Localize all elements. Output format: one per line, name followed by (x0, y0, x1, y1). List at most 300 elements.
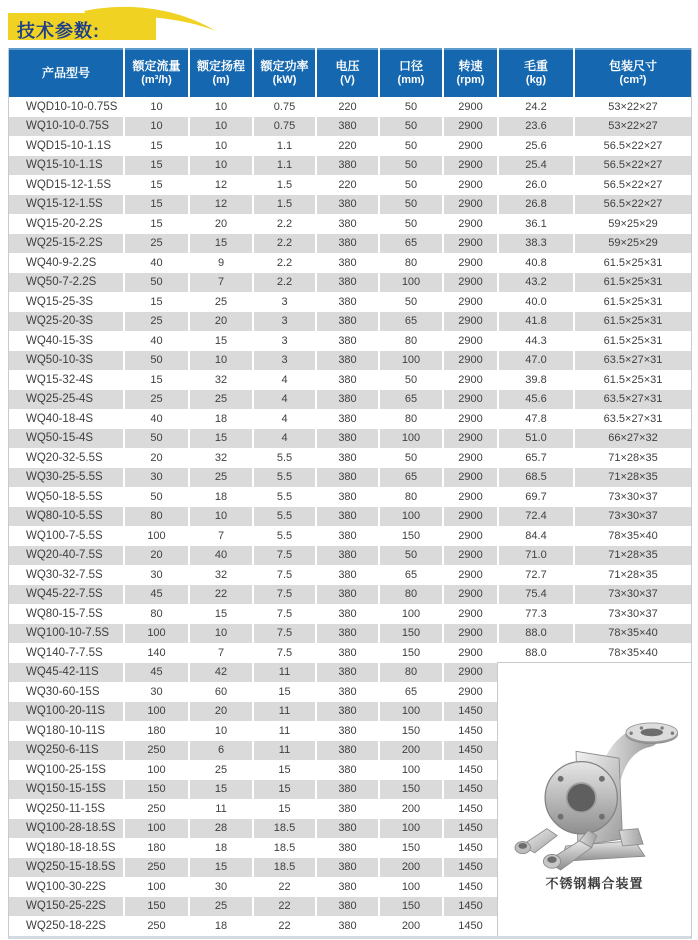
value-cell: 5.5 (253, 468, 316, 488)
value-cell: 38.3 (498, 234, 574, 254)
value-cell: 50 (379, 292, 443, 312)
value-cell: 3 (253, 312, 316, 332)
pump-coupling-image (509, 701, 681, 891)
value-cell: 2900 (443, 175, 498, 195)
value-cell: 1450 (443, 721, 498, 741)
value-cell: 15 (253, 682, 316, 702)
value-cell: 250 (124, 799, 189, 819)
value-cell: 18.5 (253, 858, 316, 878)
model-cell: WQ40-9-2.2S (9, 253, 124, 273)
value-cell: 10 (189, 97, 253, 117)
value-cell: 380 (316, 507, 379, 527)
model-cell: WQ40-18-4S (9, 409, 124, 429)
model-cell: WQ40-15-3S (9, 331, 124, 351)
value-cell: 88.0 (498, 624, 574, 644)
value-cell: 28 (189, 819, 253, 839)
value-cell: 380 (316, 663, 379, 683)
value-cell: 7 (189, 526, 253, 546)
column-header: 产品型号 (9, 49, 124, 97)
model-cell: WQ15-20-2.2S (9, 214, 124, 234)
value-cell: 380 (316, 351, 379, 371)
value-cell: 2900 (443, 663, 498, 683)
value-cell: 150 (379, 643, 443, 663)
value-cell: 11 (253, 721, 316, 741)
model-cell: WQ15-25-3S (9, 292, 124, 312)
value-cell: 10 (189, 117, 253, 137)
value-cell: 15 (189, 858, 253, 878)
value-cell: 100 (379, 273, 443, 293)
value-cell: 50 (379, 195, 443, 215)
value-cell: 15 (189, 234, 253, 254)
value-cell: 25 (189, 897, 253, 917)
value-cell: 100 (124, 526, 189, 546)
value-cell: 68.5 (498, 468, 574, 488)
value-cell: 2900 (443, 624, 498, 644)
value-cell: 220 (316, 97, 379, 117)
value-cell: 56.5×22×27 (603, 139, 663, 152)
table-row (9, 351, 691, 371)
value-cell: 75.4 (498, 585, 574, 605)
value-cell: 18 (189, 838, 253, 858)
value-cell: 25 (189, 292, 253, 312)
value-cell: 2900 (443, 214, 498, 234)
value-cell: 1450 (443, 858, 498, 878)
value-cell: 53×22×27 (608, 120, 658, 133)
value-cell: 63.5×27×31 (603, 354, 663, 367)
value-cell: 80 (379, 487, 443, 507)
value-cell: 5.5 (253, 526, 316, 546)
table-row (9, 175, 691, 195)
value-cell: 1450 (443, 780, 498, 800)
model-cell: WQ45-22-7.5S (9, 585, 124, 605)
value-cell: 380 (316, 487, 379, 507)
value-cell: 380 (316, 702, 379, 722)
value-cell: 1450 (443, 916, 498, 936)
value-cell: 380 (316, 429, 379, 449)
value-cell: 250 (124, 741, 189, 761)
value-cell: 50 (124, 487, 189, 507)
value-cell: 380 (316, 721, 379, 741)
value-cell: 1450 (443, 799, 498, 819)
value-cell: 7.5 (253, 546, 316, 566)
value-cell: 2900 (443, 526, 498, 546)
value-cell: 150 (124, 897, 189, 917)
model-cell: WQ25-15-2.2S (9, 234, 124, 254)
model-cell: WQ150-15-15S (9, 780, 124, 800)
value-cell: 80 (124, 507, 189, 527)
value-cell: 20 (124, 448, 189, 468)
value-cell: 15 (124, 292, 189, 312)
value-cell: 5.5 (253, 448, 316, 468)
value-cell: 380 (316, 468, 379, 488)
value-cell: 1450 (443, 838, 498, 858)
value-cell: 45.6 (498, 390, 574, 410)
value-cell: 100 (379, 507, 443, 527)
value-cell: 150 (379, 897, 443, 917)
model-cell: WQ150-25-22S (9, 897, 124, 917)
value-cell: 2900 (443, 682, 498, 702)
value-cell: 24.2 (498, 97, 574, 117)
value-cell: 220 (316, 175, 379, 195)
value-cell: 2900 (443, 97, 498, 117)
value-cell: 7 (189, 273, 253, 293)
value-cell: 77.3 (498, 604, 574, 624)
value-cell: 61.5×25×31 (603, 276, 663, 289)
table-row (9, 390, 691, 410)
value-cell: 100 (124, 819, 189, 839)
table-row (9, 292, 691, 312)
value-cell: 1450 (443, 702, 498, 722)
value-cell: 250 (124, 916, 189, 936)
value-cell: 50 (379, 214, 443, 234)
value-cell: 11 (253, 741, 316, 761)
value-cell: 150 (379, 624, 443, 644)
table-row (9, 429, 691, 449)
value-cell: 20 (124, 546, 189, 566)
value-cell: 7.5 (253, 604, 316, 624)
value-cell: 60 (189, 682, 253, 702)
value-cell: 380 (316, 819, 379, 839)
value-cell: 50 (379, 136, 443, 156)
value-cell: 5.5 (253, 507, 316, 527)
model-cell: WQ15-10-1.1S (9, 156, 124, 176)
model-cell: WQ250-15-18.5S (9, 858, 124, 878)
model-cell: WQ100-7-5.5S (9, 526, 124, 546)
value-cell: 380 (316, 643, 379, 663)
value-cell: 380 (316, 195, 379, 215)
value-cell: 65 (379, 390, 443, 410)
model-cell: WQ45-42-11S (9, 663, 124, 683)
value-cell: 2900 (443, 507, 498, 527)
model-cell: WQ180-18-18.5S (9, 838, 124, 858)
column-header: 额定扬程 (m) (189, 49, 253, 97)
value-cell: 15 (124, 136, 189, 156)
value-cell: 4 (253, 429, 316, 449)
value-cell: 25.4 (498, 156, 574, 176)
value-cell: 22 (253, 916, 316, 936)
value-cell: 380 (316, 117, 379, 137)
value-cell: 80 (379, 409, 443, 429)
value-cell: 50 (379, 117, 443, 137)
value-cell: 2900 (443, 234, 498, 254)
model-cell: WQ100-20-11S (9, 702, 124, 722)
value-cell: 0.75 (253, 97, 316, 117)
value-cell: 88.0 (498, 643, 574, 663)
value-cell: 15 (124, 370, 189, 390)
value-cell: 1.1 (253, 156, 316, 176)
table-row (9, 370, 691, 390)
value-cell: 18 (189, 916, 253, 936)
value-cell: 380 (316, 897, 379, 917)
value-cell: 61.5×25×31 (603, 334, 663, 347)
value-cell: 61.5×25×31 (603, 295, 663, 308)
value-cell: 150 (124, 780, 189, 800)
value-cell: 180 (124, 838, 189, 858)
value-cell: 2900 (443, 331, 498, 351)
value-cell: 2900 (443, 351, 498, 371)
model-cell: WQ50-15-4S (9, 429, 124, 449)
model-cell: WQ25-20-3S (9, 312, 124, 332)
table-row (9, 117, 691, 137)
value-cell: 69.7 (498, 487, 574, 507)
value-cell: 59×25×29 (608, 217, 658, 230)
value-cell: 200 (379, 741, 443, 761)
model-cell: WQ50-18-5.5S (9, 487, 124, 507)
value-cell: 380 (316, 604, 379, 624)
image-caption: 不锈钢耦合装置 (545, 875, 644, 891)
value-cell: 78×35×40 (608, 529, 658, 542)
value-cell: 18 (189, 409, 253, 429)
table-row (9, 273, 691, 293)
value-cell: 65 (379, 312, 443, 332)
model-cell: WQ20-32-5.5S (9, 448, 124, 468)
column-header: 毛重 (kg) (498, 49, 574, 97)
model-cell: WQ80-10-5.5S (9, 507, 124, 527)
value-cell: 26.8 (498, 195, 574, 215)
value-cell: 4 (253, 370, 316, 390)
value-cell: 100 (379, 604, 443, 624)
value-cell: 2900 (443, 117, 498, 137)
value-cell: 39.8 (498, 370, 574, 390)
value-cell: 56.5×22×27 (603, 178, 663, 191)
value-cell: 4 (253, 409, 316, 429)
value-cell: 1450 (443, 760, 498, 780)
value-cell: 380 (316, 370, 379, 390)
value-cell: 73×30×37 (608, 607, 658, 620)
value-cell: 100 (379, 877, 443, 897)
value-cell: 150 (379, 838, 443, 858)
value-cell: 100 (124, 702, 189, 722)
value-cell: 50 (124, 429, 189, 449)
value-cell: 380 (316, 331, 379, 351)
value-cell: 15 (124, 195, 189, 215)
value-cell: 380 (316, 741, 379, 761)
model-cell: WQD15-10-1.1S (9, 136, 124, 156)
model-cell: WQ50-10-3S (9, 351, 124, 371)
value-cell: 25 (189, 760, 253, 780)
value-cell: 51.0 (498, 429, 574, 449)
value-cell: 100 (379, 819, 443, 839)
value-cell: 26.0 (498, 175, 574, 195)
model-cell: WQ30-25-5.5S (9, 468, 124, 488)
table-row (9, 624, 691, 644)
value-cell: 23.6 (498, 117, 574, 137)
product-image-box (497, 662, 691, 936)
value-cell: 56.5×22×27 (603, 159, 663, 172)
value-cell: 71×28×35 (608, 549, 658, 562)
value-cell: 380 (316, 312, 379, 332)
value-cell: 80 (124, 604, 189, 624)
value-cell: 41.8 (498, 312, 574, 332)
value-cell: 1.1 (253, 136, 316, 156)
bracket-parts (515, 829, 597, 870)
value-cell: 44.3 (498, 331, 574, 351)
value-cell: 56.5×22×27 (603, 198, 663, 211)
value-cell: 2900 (443, 487, 498, 507)
value-cell: 50 (124, 351, 189, 371)
value-cell: 380 (316, 526, 379, 546)
value-cell: 78×35×40 (608, 646, 658, 659)
value-cell: 50 (379, 448, 443, 468)
value-cell: 40.8 (498, 253, 574, 273)
value-cell: 22 (253, 877, 316, 897)
value-cell: 25.6 (498, 136, 574, 156)
value-cell: 63.5×27×31 (603, 393, 663, 406)
section-title: 技术参数: (17, 20, 100, 41)
model-cell: WQ30-60-15S (9, 682, 124, 702)
value-cell: 380 (316, 448, 379, 468)
value-cell: 15 (124, 214, 189, 234)
value-cell: 2900 (443, 370, 498, 390)
value-cell: 30 (124, 468, 189, 488)
value-cell: 2900 (443, 292, 498, 312)
value-cell: 15 (253, 760, 316, 780)
value-cell: 15 (189, 780, 253, 800)
value-cell: 10 (189, 156, 253, 176)
value-cell: 10 (189, 351, 253, 371)
value-cell: 1450 (443, 897, 498, 917)
value-cell: 100 (124, 760, 189, 780)
model-cell: WQ15-12-1.5S (9, 195, 124, 215)
value-cell: 2900 (443, 136, 498, 156)
value-cell: 65 (379, 682, 443, 702)
value-cell: 2900 (443, 604, 498, 624)
value-cell: 30 (189, 877, 253, 897)
model-cell: WQ180-10-11S (9, 721, 124, 741)
table-row (9, 487, 691, 507)
model-cell: WQ100-25-15S (9, 760, 124, 780)
value-cell: 380 (316, 916, 379, 936)
table-row (9, 585, 691, 605)
value-cell: 2900 (443, 546, 498, 566)
table-row (9, 643, 691, 663)
value-cell: 20 (189, 312, 253, 332)
value-cell: 50 (124, 273, 189, 293)
value-cell: 380 (316, 877, 379, 897)
value-cell: 100 (379, 351, 443, 371)
value-cell: 18.5 (253, 838, 316, 858)
value-cell: 2900 (443, 468, 498, 488)
value-cell: 40.0 (498, 292, 574, 312)
value-cell: 100 (379, 760, 443, 780)
value-cell: 380 (316, 760, 379, 780)
value-cell: 11 (253, 702, 316, 722)
table-row (9, 468, 691, 488)
value-cell: 18.5 (253, 819, 316, 839)
value-cell: 61.5×25×31 (603, 256, 663, 269)
value-cell: 80 (379, 585, 443, 605)
value-cell: 2.2 (253, 253, 316, 273)
value-cell: 22 (189, 585, 253, 605)
value-cell: 7 (189, 643, 253, 663)
value-cell: 380 (316, 585, 379, 605)
value-cell: 7.5 (253, 624, 316, 644)
value-cell: 3 (253, 292, 316, 312)
value-cell: 2900 (443, 565, 498, 585)
model-cell: WQ80-15-7.5S (9, 604, 124, 624)
value-cell: 25 (124, 234, 189, 254)
value-cell: 72.4 (498, 507, 574, 527)
value-cell: 11 (189, 799, 253, 819)
table-row (9, 546, 691, 566)
value-cell: 65 (379, 565, 443, 585)
column-header: 额定流量 (m³/h) (124, 49, 189, 97)
value-cell: 2900 (443, 585, 498, 605)
value-cell: 2900 (443, 253, 498, 273)
value-cell: 200 (379, 799, 443, 819)
value-cell: 3 (253, 351, 316, 371)
value-cell: 6 (189, 741, 253, 761)
value-cell: 7.5 (253, 643, 316, 663)
table-row (9, 409, 691, 429)
table-row (9, 156, 691, 176)
value-cell: 66×27×32 (608, 432, 658, 445)
value-cell: 32 (189, 370, 253, 390)
value-cell: 7.5 (253, 565, 316, 585)
value-cell: 65.7 (498, 448, 574, 468)
value-cell: 2900 (443, 643, 498, 663)
table-row (9, 97, 691, 117)
value-cell: 22 (253, 897, 316, 917)
value-cell: 72.7 (498, 565, 574, 585)
value-cell: 3 (253, 331, 316, 351)
value-cell: 65 (379, 234, 443, 254)
value-cell: 10 (124, 97, 189, 117)
value-cell: 380 (316, 799, 379, 819)
value-cell: 47.0 (498, 351, 574, 371)
value-cell: 63.5×27×31 (603, 412, 663, 425)
column-header: 额定功率 (kW) (253, 49, 316, 97)
value-cell: 18 (189, 487, 253, 507)
value-cell: 250 (124, 858, 189, 878)
value-cell: 53×22×27 (608, 100, 658, 113)
value-cell: 30 (124, 565, 189, 585)
column-header: 包装尺寸 (cm³) (574, 49, 691, 97)
value-cell: 150 (379, 526, 443, 546)
value-cell: 2900 (443, 390, 498, 410)
value-cell: 25 (124, 312, 189, 332)
value-cell: 140 (124, 643, 189, 663)
value-cell: 200 (379, 858, 443, 878)
value-cell: 380 (316, 253, 379, 273)
value-cell: 4 (253, 390, 316, 410)
value-cell: 71×28×35 (608, 451, 658, 464)
table-row (9, 565, 691, 585)
value-cell: 380 (316, 292, 379, 312)
value-cell: 2900 (443, 409, 498, 429)
value-cell: 50 (379, 546, 443, 566)
value-cell: 15 (189, 429, 253, 449)
value-cell: 10 (189, 507, 253, 527)
value-cell: 15 (124, 156, 189, 176)
model-cell: WQ10-10-0.75S (9, 117, 124, 137)
value-cell: 40 (124, 409, 189, 429)
value-cell: 150 (379, 780, 443, 800)
value-cell: 59×25×29 (608, 237, 658, 250)
value-cell: 73×30×37 (608, 588, 658, 601)
value-cell: 50 (379, 175, 443, 195)
value-cell: 2900 (443, 429, 498, 449)
value-cell: 45 (124, 585, 189, 605)
value-cell: 380 (316, 409, 379, 429)
table-row (9, 253, 691, 273)
header-row (9, 49, 691, 97)
value-cell: 43.2 (498, 273, 574, 293)
value-cell: 11 (253, 663, 316, 683)
value-cell: 380 (316, 838, 379, 858)
value-cell: 12 (189, 195, 253, 215)
value-cell: 7.5 (253, 585, 316, 605)
